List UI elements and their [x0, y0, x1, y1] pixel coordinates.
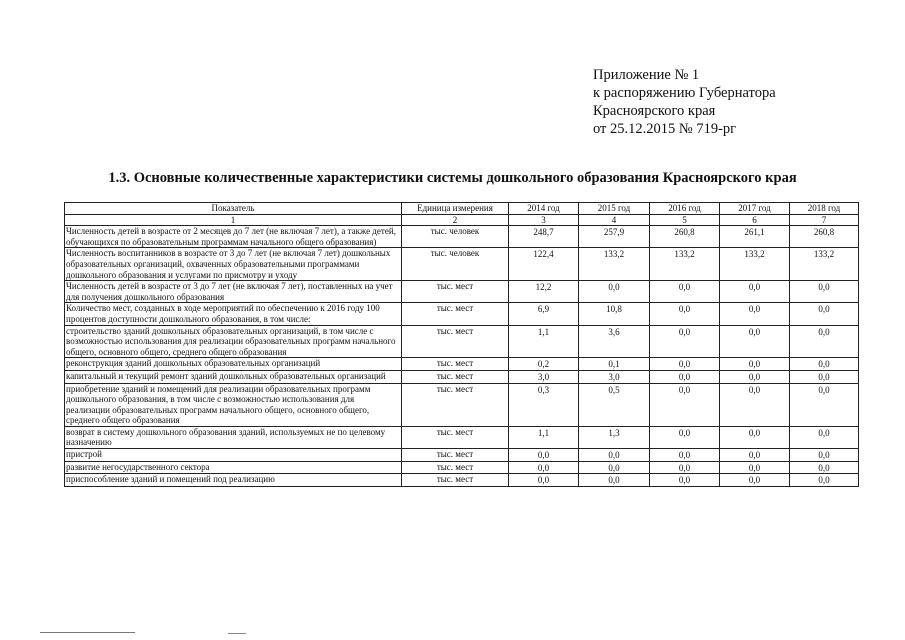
- value-2014: 3,0: [509, 370, 579, 383]
- value-2018: 133,2: [790, 248, 859, 281]
- row-label: приобретение зданий и помещений для реализации образовательных программ дошкольного образования, в том числе с возможностью использования для реализации образовательных программ начального общего, основного общего, среднего общего образования: [65, 383, 402, 426]
- column-number: 3: [509, 214, 579, 226]
- value-2017: 0,0: [720, 383, 790, 426]
- appendix-line: Приложение № 1: [593, 67, 700, 83]
- row-unit: тыс. человек: [402, 226, 509, 248]
- appendix-block: [593, 66, 776, 138]
- column-number: 1: [65, 214, 402, 226]
- header-2016: 2016 год: [650, 203, 720, 215]
- column-number-row: [65, 214, 859, 226]
- table-row: [65, 358, 859, 371]
- value-2017: 0,0: [720, 461, 790, 474]
- value-2017: 0,0: [720, 303, 790, 325]
- value-2016: 260,8: [650, 226, 720, 248]
- value-2014: 1,1: [509, 426, 579, 448]
- value-2016: 133,2: [650, 248, 720, 281]
- column-number: 2: [402, 214, 509, 226]
- value-2018: 0,0: [790, 303, 859, 325]
- value-2015: 133,2: [579, 248, 650, 281]
- table-row: [65, 370, 859, 383]
- table-row: [65, 461, 859, 474]
- value-2015: 0,0: [579, 474, 650, 487]
- row-unit: тыс. мест: [402, 325, 509, 358]
- value-2014: 1,1: [509, 325, 579, 358]
- table-row: [65, 325, 859, 358]
- row-unit: тыс. мест: [402, 358, 509, 371]
- value-2015: 0,0: [579, 461, 650, 474]
- value-2015: 0,0: [579, 449, 650, 462]
- row-label: возврат в систему дошкольного образования зданий, используемых не по целевому назначению: [65, 426, 402, 448]
- value-2015: 257,9: [579, 226, 650, 248]
- value-2015: 0,1: [579, 358, 650, 371]
- row-label: Численность детей в возрасте от 2 месяцев до 7 лет (не включая 7 лет), а также детей, обучающихся по образовательным программам начального общего образования): [65, 226, 402, 248]
- value-2014: 0,3: [509, 383, 579, 426]
- row-unit: тыс. мест: [402, 449, 509, 462]
- value-2018: 0,0: [790, 281, 859, 303]
- value-2017: 0,0: [720, 426, 790, 448]
- row-unit: тыс. мест: [402, 426, 509, 448]
- value-2016: 0,0: [650, 383, 720, 426]
- value-2016: 0,0: [650, 426, 720, 448]
- document-title: 1.3. Основные количественные характеристики системы дошкольного образования Красноярского края: [108, 170, 797, 186]
- table-row: [65, 383, 859, 426]
- characteristics-table: [64, 202, 859, 487]
- row-label: Численность воспитанников в возрасте от 3 до 7 лет (не включая 7 лет) дошкольных образовательных организаций, охваченных образовательными программами дошкольного образования и услугами по присмотру и уходу: [65, 248, 402, 281]
- row-label: строительство зданий дошкольных образовательных организаций, в том числе с возможностью использования для реализации образовательных программ начального общего, основного общего, среднего общего образования: [65, 325, 402, 358]
- value-2018: 0,0: [790, 370, 859, 383]
- value-2017: 0,0: [720, 281, 790, 303]
- row-label: капитальный и текущий ремонт зданий дошкольных образовательных организаций: [65, 370, 402, 383]
- row-label: Количество мест, созданных в ходе мероприятий по обеспечению к 2016 году 100 процентов доступности дошкольного образования, в том числе:: [65, 303, 402, 325]
- value-2015: 0,0: [579, 281, 650, 303]
- value-2015: 3,0: [579, 370, 650, 383]
- value-2018: 0,0: [790, 474, 859, 487]
- row-label: развитие негосударственного сектора: [65, 461, 402, 474]
- value-2018: 260,8: [790, 226, 859, 248]
- table-row: [65, 426, 859, 448]
- row-unit: тыс. мест: [402, 370, 509, 383]
- value-2017: 0,0: [720, 370, 790, 383]
- header-indicator: Показатель: [65, 203, 402, 215]
- value-2018: 0,0: [790, 426, 859, 448]
- row-unit: тыс. мест: [402, 461, 509, 474]
- value-2014: 0,2: [509, 358, 579, 371]
- value-2018: 0,0: [790, 358, 859, 371]
- value-2016: 0,0: [650, 358, 720, 371]
- row-label: пристрой: [65, 449, 402, 462]
- value-2018: 0,0: [790, 383, 859, 426]
- value-2015: 10,8: [579, 303, 650, 325]
- table-row: [65, 303, 859, 325]
- value-2014: 6,9: [509, 303, 579, 325]
- value-2017: 0,0: [720, 449, 790, 462]
- column-number: 6: [720, 214, 790, 226]
- value-2017: 261,1: [720, 226, 790, 248]
- row-unit: тыс. мест: [402, 383, 509, 426]
- value-2017: 0,0: [720, 474, 790, 487]
- value-2014: 0,0: [509, 461, 579, 474]
- appendix-line: к распоряжению Губернатора: [593, 85, 776, 101]
- value-2017: 133,2: [720, 248, 790, 281]
- header-row: [65, 203, 859, 215]
- value-2016: 0,0: [650, 281, 720, 303]
- value-2014: 248,7: [509, 226, 579, 248]
- value-2014: 122,4: [509, 248, 579, 281]
- column-number: 4: [579, 214, 650, 226]
- table-row: [65, 474, 859, 487]
- column-number: 7: [790, 214, 859, 226]
- table-row: [65, 248, 859, 281]
- value-2015: 0,5: [579, 383, 650, 426]
- row-unit: тыс. мест: [402, 281, 509, 303]
- value-2016: 0,0: [650, 325, 720, 358]
- value-2018: 0,0: [790, 461, 859, 474]
- value-2016: 0,0: [650, 370, 720, 383]
- row-unit: тыс. человек: [402, 248, 509, 281]
- header-2017: 2017 год: [720, 203, 790, 215]
- value-2016: 0,0: [650, 449, 720, 462]
- value-2016: 0,0: [650, 461, 720, 474]
- value-2018: 0,0: [790, 325, 859, 358]
- header-2018: 2018 год: [790, 203, 859, 215]
- row-label: реконструкция зданий дошкольных образовательных организаций: [65, 358, 402, 371]
- value-2015: 3,6: [579, 325, 650, 358]
- value-2017: 0,0: [720, 325, 790, 358]
- value-2017: 0,0: [720, 358, 790, 371]
- value-2014: 0,0: [509, 449, 579, 462]
- row-unit: тыс. мест: [402, 303, 509, 325]
- appendix-line: от 25.12.2015 № 719-рг: [593, 121, 737, 137]
- table-row: [65, 449, 859, 462]
- table-row: [65, 226, 859, 248]
- value-2016: 0,0: [650, 474, 720, 487]
- value-2014: 0,0: [509, 474, 579, 487]
- value-2015: 1,3: [579, 426, 650, 448]
- value-2016: 0,0: [650, 303, 720, 325]
- page-bottom-rule: [40, 632, 135, 633]
- header-2015: 2015 год: [579, 203, 650, 215]
- row-unit: тыс. мест: [402, 474, 509, 487]
- table-row: [65, 281, 859, 303]
- row-label: Численность детей в возрасте от 3 до 7 лет (не включая 7 лет), поставленных на учет для получения дошкольного образования: [65, 281, 402, 303]
- header-2014: 2014 год: [509, 203, 579, 215]
- column-number: 5: [650, 214, 720, 226]
- value-2014: 12,2: [509, 281, 579, 303]
- header-unit: Единица измерения: [402, 203, 509, 215]
- row-label: приспособление зданий и помещений под реализацию: [65, 474, 402, 487]
- page-bottom-mark: [228, 633, 246, 634]
- appendix-line: Красноярского края: [593, 103, 716, 119]
- value-2018: 0,0: [790, 449, 859, 462]
